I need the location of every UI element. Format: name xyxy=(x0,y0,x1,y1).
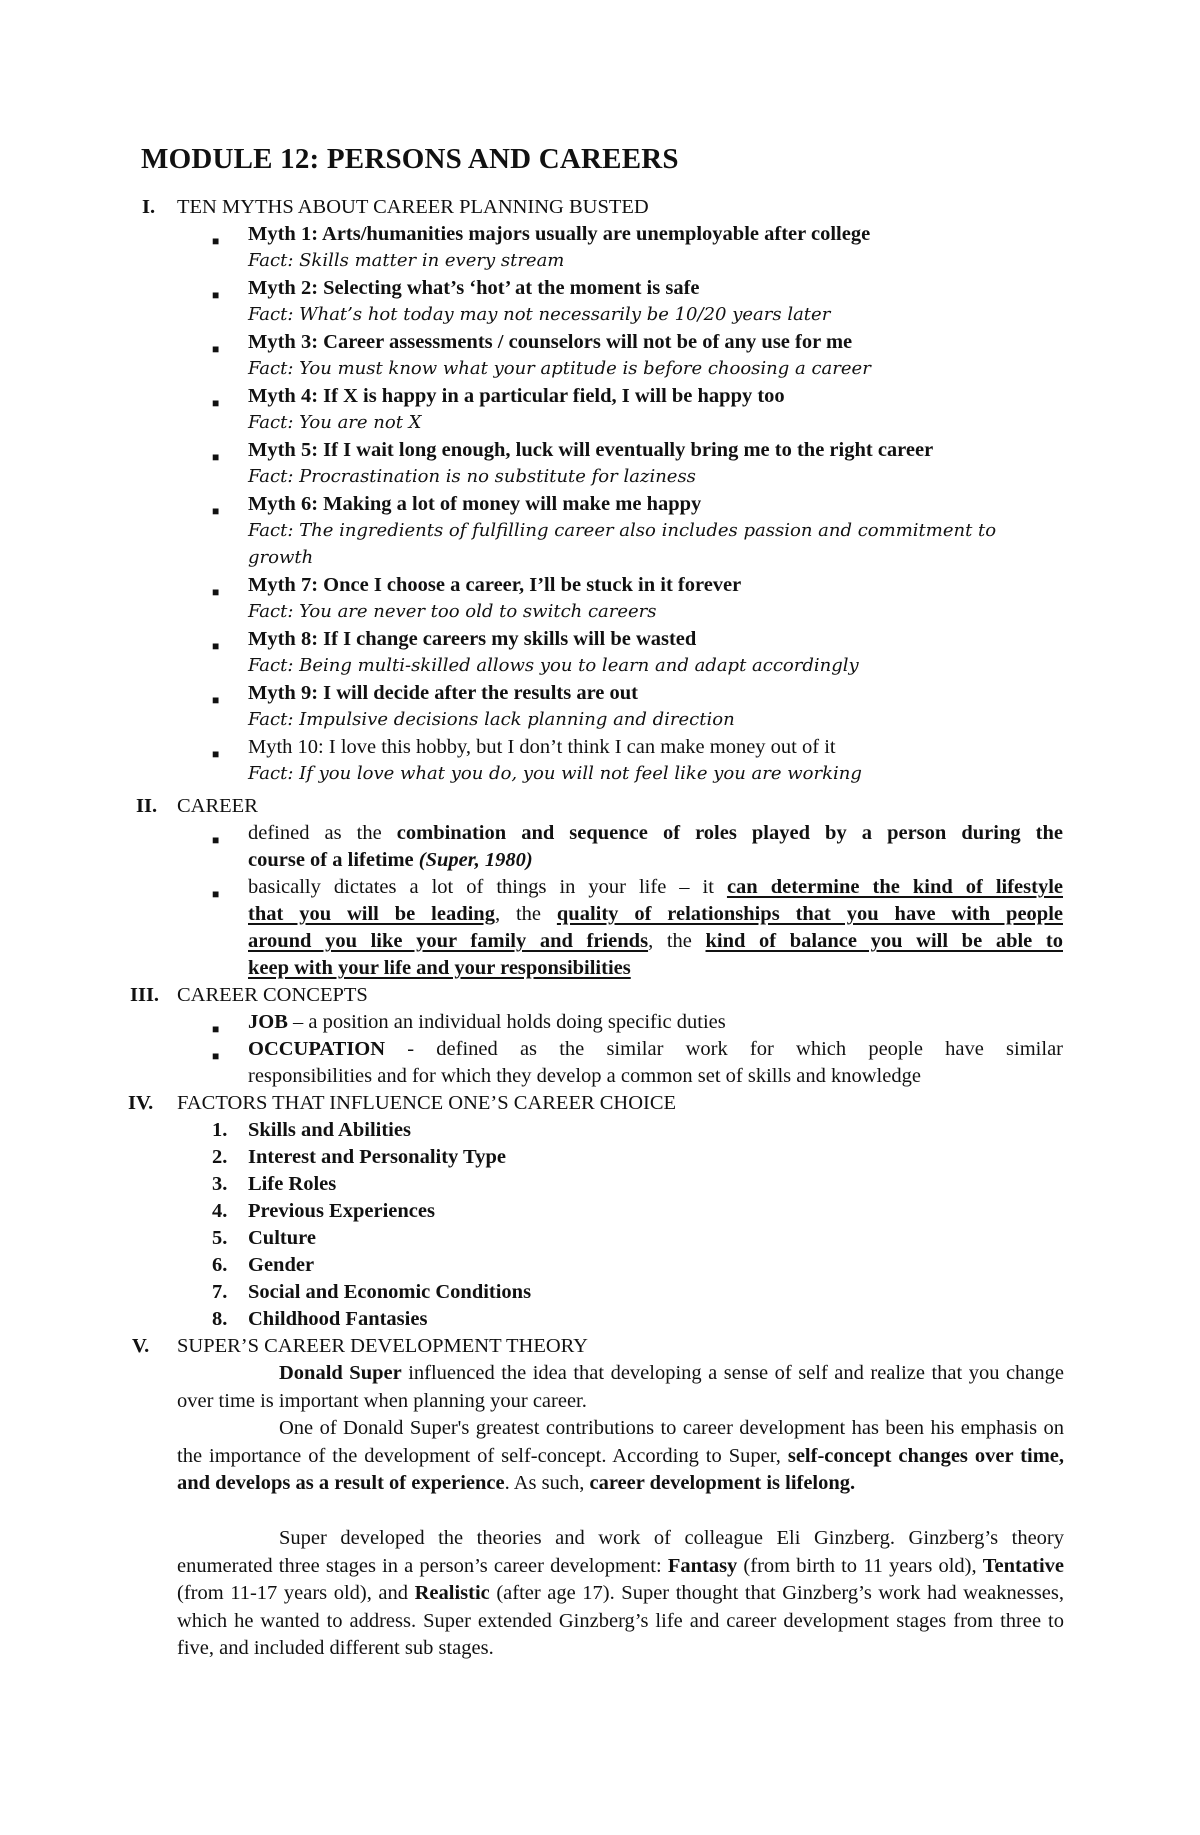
bold-text: combination and sequence of roles played by a person during the xyxy=(396,822,1063,844)
myth-text: Myth 1: Arts/humanities majors usually are unemployable after college xyxy=(248,223,871,245)
factor-number: 2. xyxy=(212,1146,228,1168)
myth-text: Myth 3: Career assessments / counselors will not be of any use for me xyxy=(248,331,853,353)
factor-number: 8. xyxy=(212,1308,228,1330)
bold-text: course of a lifetime xyxy=(248,849,419,871)
factor-text: Interest and Personality Type xyxy=(248,1146,506,1168)
section-number: IV. xyxy=(128,1092,154,1114)
text-span: (from birth to 11 years old), xyxy=(737,1554,983,1577)
definition: - defined as the similar work for which people have similar xyxy=(385,1038,1063,1060)
fact-text: Fact: You are never too old to switch careers xyxy=(248,601,657,622)
underlined-text: quality of relationships that you have with people xyxy=(556,903,1063,925)
small-square-bullet-icon: ■ xyxy=(212,693,220,707)
myth-text: Myth 8: If I change careers my skills will be wasted xyxy=(248,628,697,650)
factor-number: 1. xyxy=(212,1119,228,1141)
citation: (Super, 1980) xyxy=(418,849,533,871)
small-square-bullet-icon: ■ xyxy=(212,288,220,302)
section-number: II. xyxy=(136,795,158,817)
fact-text: Fact: Skills matter in every stream xyxy=(248,250,565,271)
fact-text: Fact: What’s hot today may not necessarily be 10/20 years later xyxy=(248,304,831,325)
myth-text: Myth 2: Selecting what’s ‘hot’ at the moment is safe xyxy=(248,277,700,299)
bold-text: career development is lifelong. xyxy=(589,1472,856,1494)
underlined-text: around you like your family and friends xyxy=(248,930,649,952)
text-span: One of Donald Super's greatest contributions to career development has been his emphasis on the importance of the development of self-concept. According to Super, xyxy=(177,1417,1064,1467)
small-square-bullet-icon: ■ xyxy=(212,833,220,847)
factor-text: Life Roles xyxy=(248,1173,337,1195)
paragraph xyxy=(177,1525,1064,1663)
factor-text: Skills and Abilities xyxy=(248,1119,411,1141)
fact-text: Fact: Impulsive decisions lack planning and direction xyxy=(248,709,735,730)
underlined-text: kind of balance you will be able to xyxy=(705,930,1063,952)
fact-text: Fact: If you love what you do, you will not feel like you are working xyxy=(248,763,862,784)
text-span: Super developed the theories and work of colleague Eli Ginzberg. Ginzberg’s theory enumerated three stages in a person’s career development: xyxy=(177,1527,1064,1577)
section-title: CAREER xyxy=(177,795,258,817)
career-definition-line xyxy=(248,847,533,873)
occupation-definition xyxy=(248,1036,1063,1062)
small-square-bullet-icon: ■ xyxy=(212,639,220,653)
factor-text: Social and Economic Conditions xyxy=(248,1281,532,1303)
small-square-bullet-icon: ■ xyxy=(212,234,220,248)
career-description-line xyxy=(248,928,1063,954)
bold-text: Fantasy xyxy=(667,1554,738,1577)
small-square-bullet-icon: ■ xyxy=(212,450,220,464)
term: OCCUPATION xyxy=(248,1038,386,1060)
job-definition xyxy=(248,1009,726,1035)
bold-text: Realistic xyxy=(414,1582,490,1604)
section-number: V. xyxy=(132,1335,150,1357)
definition: responsibilities and for which they develop a common set of skills and knowledge xyxy=(248,1065,921,1087)
factor-number: 6. xyxy=(212,1254,228,1276)
underlined-text: keep with your life and your responsibilities xyxy=(248,957,631,979)
small-square-bullet-icon: ■ xyxy=(212,396,220,410)
text-span: (after age 17). Super thought that Ginzberg’s work had weaknesses, which he wanted to address. Super extended Ginzberg’s life and career development stages from three to five, and included different sub stages. xyxy=(177,1582,1064,1659)
career-description-line xyxy=(248,955,631,981)
career-description-line xyxy=(248,901,1063,927)
factor-text: Culture xyxy=(248,1227,316,1249)
myth-text: Myth 5: If I wait long enough, luck will eventually bring me to the right career xyxy=(248,439,934,461)
myth-text: Myth 9: I will decide after the results are out xyxy=(248,682,639,704)
section-title: CAREER CONCEPTS xyxy=(177,984,368,1006)
factor-number: 4. xyxy=(212,1200,228,1222)
paragraph xyxy=(177,1360,1064,1415)
factor-text: Childhood Fantasies xyxy=(248,1308,428,1330)
underlined-text: can determine the kind of lifestyle xyxy=(726,876,1063,898)
factor-number: 7. xyxy=(212,1281,228,1303)
small-square-bullet-icon: ■ xyxy=(212,1049,220,1063)
section-number: I. xyxy=(142,196,156,218)
factor-text: Previous Experiences xyxy=(248,1200,435,1222)
factor-number: 3. xyxy=(212,1173,228,1195)
section-title: FACTORS THAT INFLUENCE ONE’S CAREER CHOICE xyxy=(177,1092,677,1114)
section-title: SUPER’S CAREER DEVELOPMENT THEORY xyxy=(177,1335,588,1357)
definition: – a position an individual holds doing specific duties xyxy=(287,1011,726,1033)
factor-text: Gender xyxy=(248,1254,315,1276)
small-square-bullet-icon: ■ xyxy=(212,585,220,599)
fact-text: Fact: The ingredients of fulfilling career also includes passion and commitment to xyxy=(248,520,997,541)
fact-text: Fact: You must know what your aptitude is before choosing a career xyxy=(248,358,871,379)
small-square-bullet-icon: ■ xyxy=(212,342,220,356)
page-title: MODULE 12: PERSONS AND CAREERS xyxy=(141,143,679,175)
fact-text: Fact: You are not X xyxy=(248,412,422,433)
myth-text: Myth 4: If X is happy in a particular field, I will be happy too xyxy=(248,385,785,407)
fact-text: Fact: Procrastination is no substitute for laziness xyxy=(248,466,696,487)
paragraph xyxy=(177,1415,1064,1498)
small-square-bullet-icon: ■ xyxy=(212,887,220,901)
text-span: (from 11-17 years old), and xyxy=(177,1582,415,1604)
section-title: TEN MYTHS ABOUT CAREER PLANNING BUSTED xyxy=(177,196,649,218)
myth-text: Myth 7: Once I choose a career, I’ll be stuck in it forever xyxy=(248,574,742,596)
text-span: , the xyxy=(494,903,557,925)
small-square-bullet-icon: ■ xyxy=(212,747,220,761)
fact-text: growth xyxy=(248,547,314,568)
myth-text: Myth 10: I love this hobby, but I don’t think I can make money out of it xyxy=(248,736,836,758)
underlined-text: that you will be leading xyxy=(248,903,495,925)
bold-text: Donald Super xyxy=(279,1362,402,1384)
text-span: influenced the idea that developing a sense of self and realize that you change over time is important when planning your career. xyxy=(177,1362,1064,1412)
career-description-line xyxy=(248,874,1063,900)
career-definition-line xyxy=(248,820,1063,846)
factor-number: 5. xyxy=(212,1227,228,1249)
section-number: III. xyxy=(130,984,160,1006)
myth-text: Myth 6: Making a lot of money will make me happy xyxy=(248,493,702,515)
term: JOB xyxy=(248,1011,288,1033)
small-square-bullet-icon: ■ xyxy=(212,1022,220,1036)
bold-text: self-concept changes over time, and develops as a result of experience xyxy=(177,1444,1064,1494)
small-square-bullet-icon: ■ xyxy=(212,504,220,518)
bold-text: Tentative xyxy=(982,1554,1065,1577)
fact-text: Fact: Being multi-skilled allows you to learn and adapt accordingly xyxy=(248,655,859,676)
text-span: . As such, xyxy=(504,1472,590,1494)
text-span: basically dictates a lot of things in your life – it xyxy=(248,876,727,898)
text-span: , the xyxy=(648,930,706,952)
text-span: defined as the xyxy=(248,822,397,844)
